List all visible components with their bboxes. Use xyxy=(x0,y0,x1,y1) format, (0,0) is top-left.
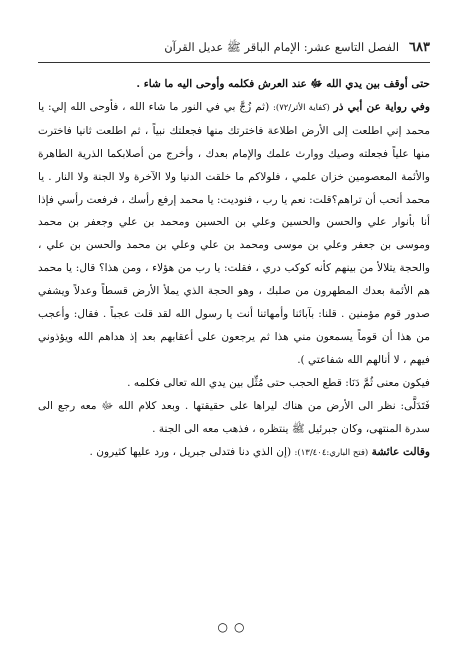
chapter-title: الفصل التاسع عشر: الإمام الباقر ﷺ عديل القرآن xyxy=(164,40,400,54)
paragraph-3-text: فيكون معنى ثُمَّ دَنَا: قطع الحجب حتى مُثِّل بين يدي الله تعالى فكلمه . xyxy=(127,376,430,389)
page-number: ٦٨٣ xyxy=(409,40,430,55)
page-header xyxy=(38,40,430,58)
header-rule xyxy=(38,62,430,63)
paragraph-5 xyxy=(38,441,430,465)
paragraph-2-citation: (كفاية الأثر/٧٢): xyxy=(273,102,330,113)
paragraph-4 xyxy=(38,395,430,441)
paragraph-2-lead: وفي رواية عن أبي ذر xyxy=(333,100,430,113)
paragraph-5-text: (إن الذي دنا فتدلى جبريل ، ورد عليها كثيرون . xyxy=(89,445,295,458)
paragraph-1 xyxy=(38,73,430,96)
paragraph-5-citation: (فتح الباري:١٣/٤٠٤): xyxy=(294,447,369,458)
ornament-glyphs: ○○ xyxy=(217,620,251,634)
paragraph-4-text: فَتَدَلَّى: نظر الى الأرض من هناك ليراها على حقيقتها . وبعد كلام الله ﷻ معه رجع الى سدرة المنتهى، وكان جبرئيل ﷺ ينتظره ، فذهب معه الى الجنة . xyxy=(38,399,430,435)
paragraph-2 xyxy=(38,96,430,372)
paragraph-2-text: (ثم زُجَّ بي في النور ما شاء الله ، فأوحى الله إلي: يا محمد إني اطلعت إلى الأرض اطلاعة فاخترتك منها فجعلتك نبياً ، ثم اطلعت ثانيا فاخترت منها علياً فجعلته وصيك ووارث علمك والإمام بعدك ، وأخرج من أصلابكما الذرية الطاهرة والأئمة المعصومين خزان علمي ، فلولاكم ما خلقت الدنيا ولا الآخرة ولا الجنة ولا النار . يا محمد أتحب أن تراهم؟قلت: نعم يا رب ، فنوديت: يا محمد إرفع رأسك ، فرفعت رأسي فإذا أنا بأنوار علي والحسن والحسين وعلي بن الحسين ومحمد بن علي وجعفر بن محمد وموسى بن جعفر وعلي بن موسى ومحمد بن علي وعلي بن محمد والحسن بن علي ، والحجة يتلالأ من بينهم كأنه كوكب دري ، فقلت: يا رب من هؤلاء ، ومن هذا؟ قال: يا محمد هم الأئمة بعدك المطهرون من صلبك ، وهو الحجة الذي يملأ الأرض قسطاً وعدلاً ويشفي صدور قوم مؤمنين . قلنا: بآبائنا وأمهاتنا أنت يا رسول الله لقد قلت عجباً . فقال: وأعجب من هذا أن قوماً يسمعون مني هذا ثم يرجعون على أعقابهم بعد إذ هداهم الله ويؤذوني فيهم ، لا أنالهم الله شفاعتي ). xyxy=(38,100,430,366)
paragraph-5-lead: وقالت عائشة xyxy=(371,445,430,458)
paragraph-3 xyxy=(38,372,430,395)
paragraph-1-lead: حتى أوقف بين يدي الله ﷻ عند العرش فكلمه وأوحى اليه ما شاء . xyxy=(136,78,430,90)
body-text xyxy=(38,73,430,464)
page-end-ornament xyxy=(0,620,468,634)
